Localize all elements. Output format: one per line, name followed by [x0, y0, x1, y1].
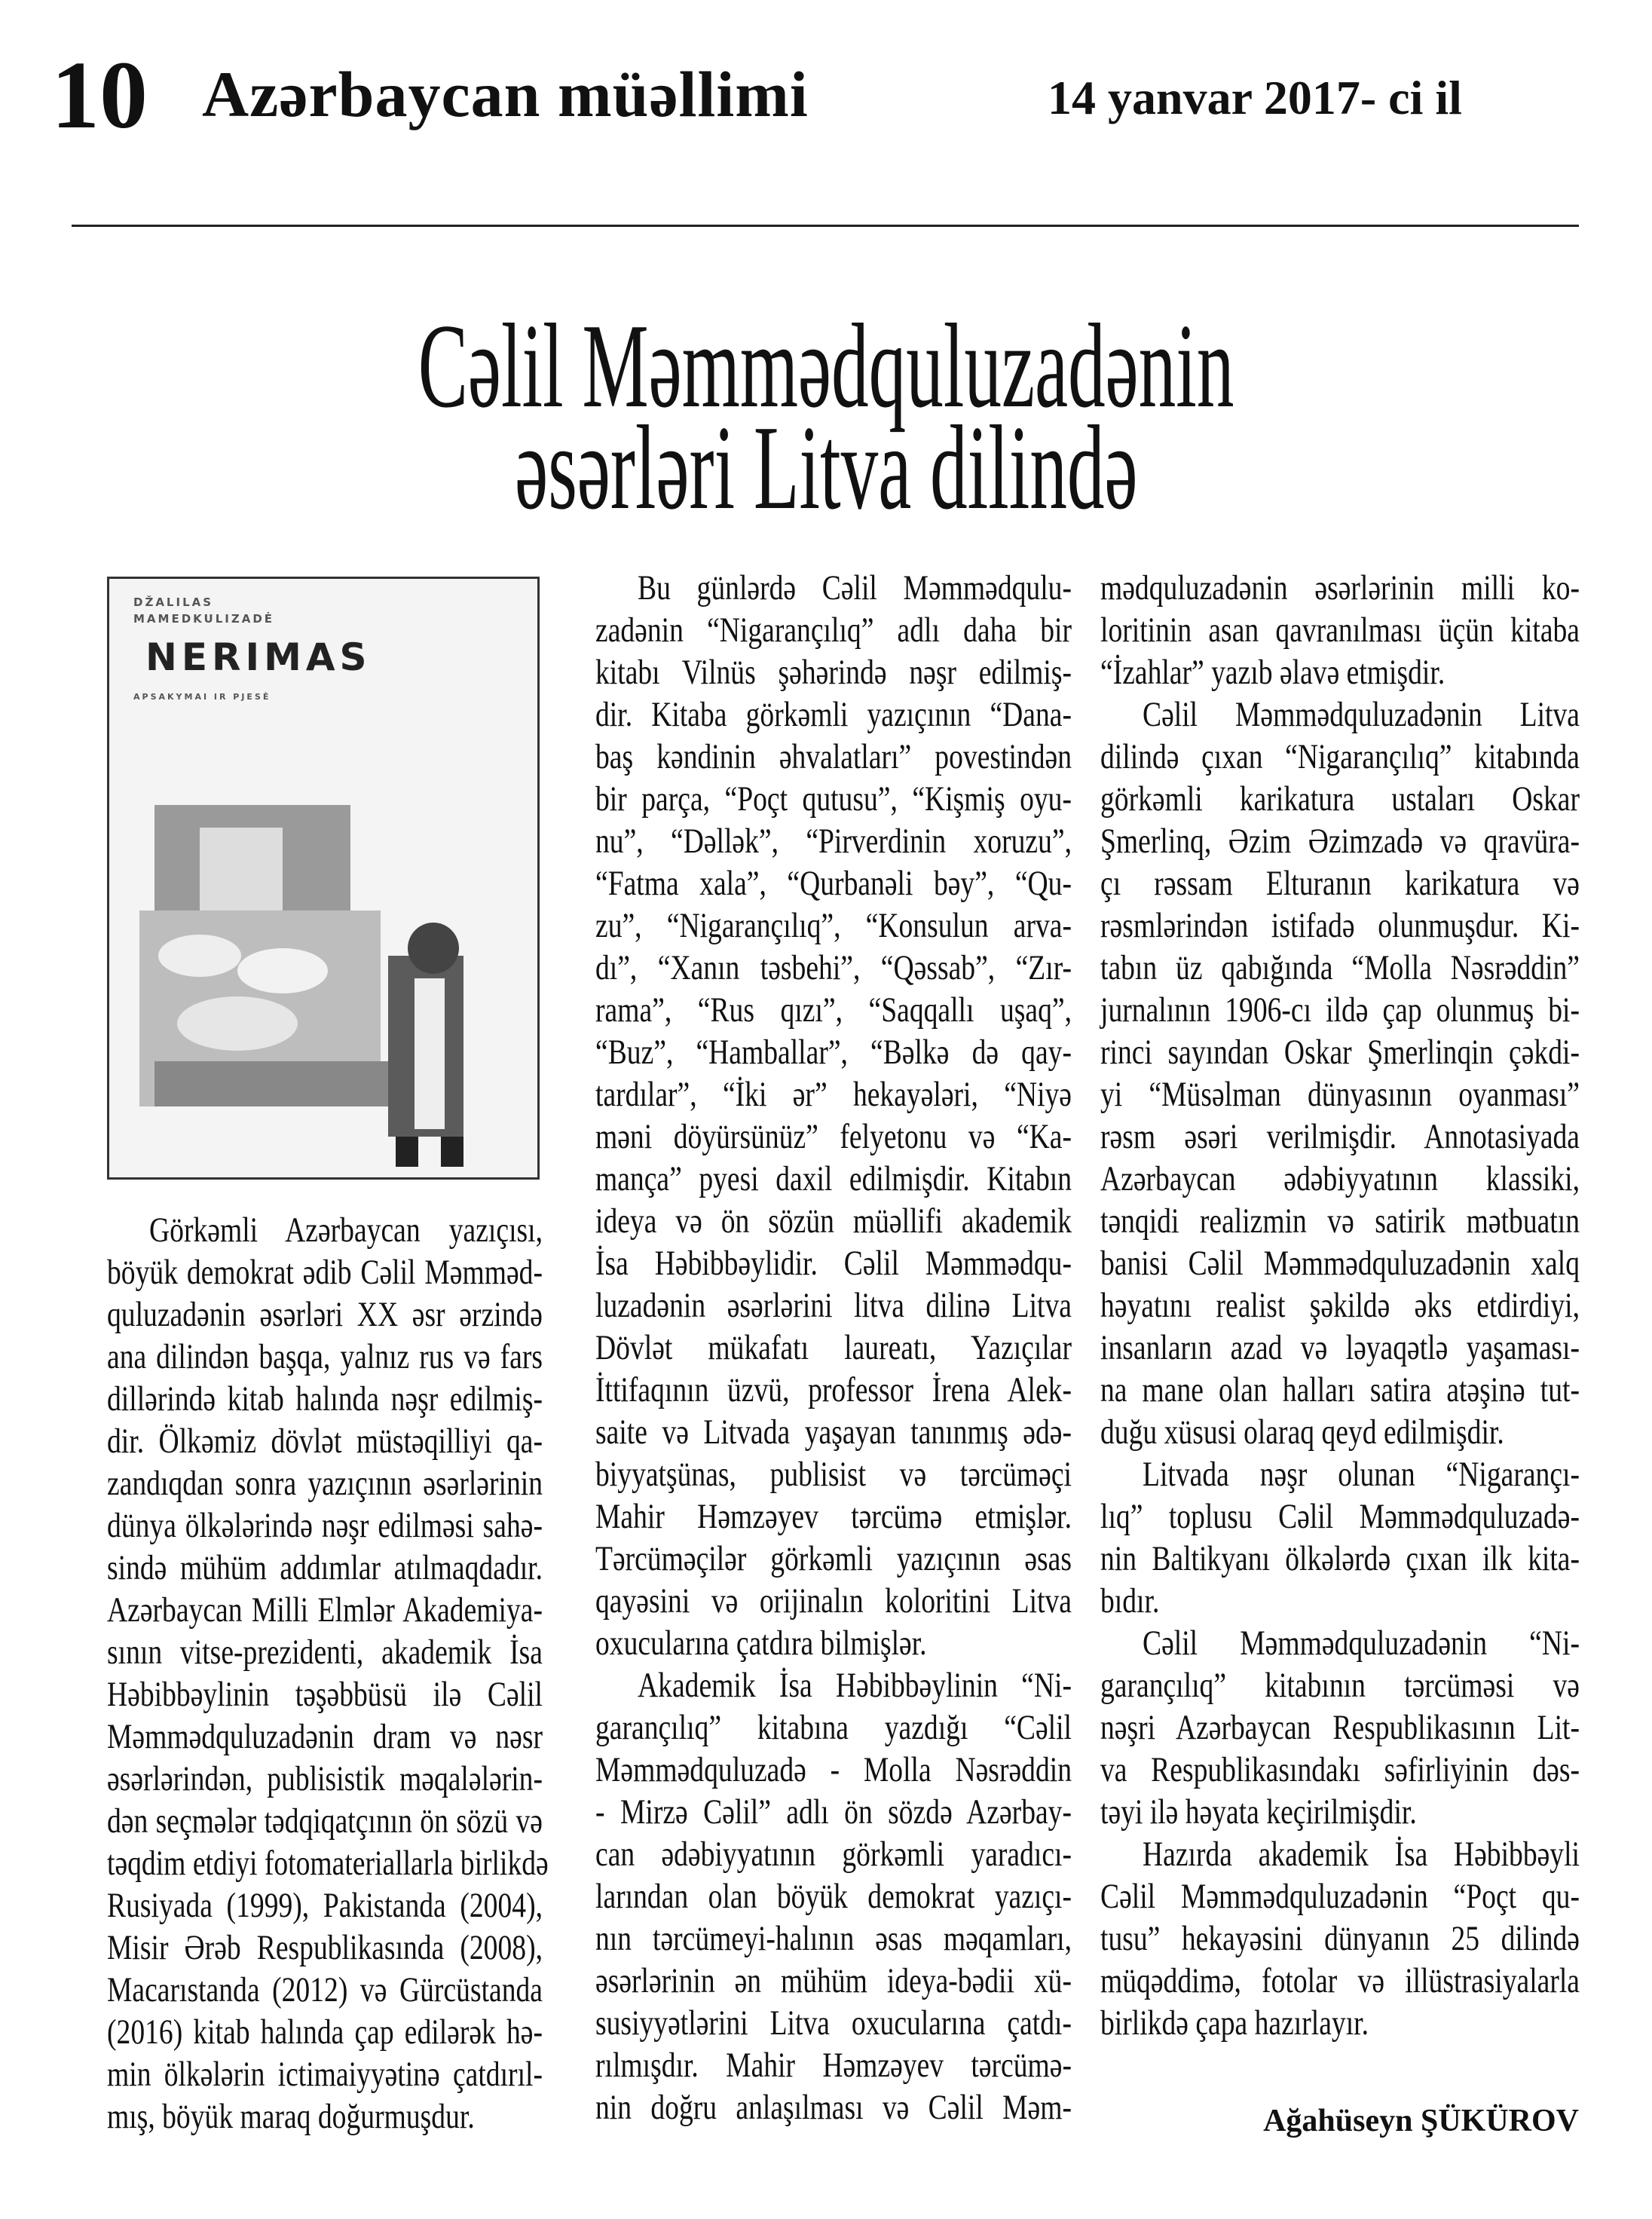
text-line: ana dilindən başqa, yalnız rus və fars — [107, 1337, 543, 1376]
text-line: nu”, “Dəllək”, “Pirverdinin xoruzu”, — [595, 822, 1072, 861]
text-line: banisi Cəlil Məmmədquluzadənin xalq — [1100, 1244, 1580, 1283]
text-line: böyük demokrat ədib Cəlil Məmməd- — [107, 1253, 543, 1292]
text-line: “Fatma xala”, “Qurbanəli bəy”, “Qu- — [595, 864, 1072, 903]
text-line: jurnalının 1906-cı ildə çap olunmuş bi- — [1100, 990, 1580, 1030]
text-line: susiyyətlərini Litva oxucularına çatdı- — [595, 2003, 1072, 2043]
text-line: - Mirzə Cəlil” adlı ön sözdə Azərbay- — [595, 1792, 1072, 1832]
text-line: Rusiyada (1999), Pakistanda (2004), — [107, 1886, 543, 1925]
text-line: min ölkələrin ictimaiyyətinə çatdırıl- — [107, 2055, 543, 2094]
text-line: mədquluzadənin əsərlərinin milli ko- — [1100, 568, 1580, 608]
text-line: oxucularına çatdıra bilmişlər. — [595, 1624, 927, 1663]
text-line: həyatını realist şəkildə əks etdirdiyi, — [1100, 1286, 1580, 1325]
article-column-1 — [107, 1209, 652, 2138]
text-line: Şmerlinq, Əzim Əzimzadə və qravüra- — [1100, 822, 1580, 861]
text-line: Macarıstanda (2012) və Gürcüstanda — [107, 1970, 543, 2009]
cover-subtitle: APSAKYMAI IR PJESĖ — [133, 692, 271, 702]
text-line: dir. Kitaba görkəmli yazıçının “Dana- — [595, 695, 1072, 734]
text-line: Cəlil Məmmədquluzadənin Litva — [1143, 695, 1580, 734]
text-line: larından olan böyük demokrat yazıçı- — [595, 1877, 1072, 1916]
text-line: biyyatşünas, publisist və tərcüməçi — [595, 1455, 1072, 1494]
text-line: nin doğru anlaşılması və Cəlil Məm- — [595, 2088, 1072, 2127]
text-line: quluzadənin əsərləri XX əsr ərzində — [107, 1295, 543, 1334]
text-line: əsərlərindən, publisistik məqalələrin- — [107, 1759, 543, 1798]
text-line: çı rəssam Elturanın karikatura və — [1100, 864, 1580, 903]
text-line: (2016) kitab halında çap edilərək hə- — [107, 2012, 543, 2052]
text-line: Həbibbəylinin təşəbbüsü ilə Cəlil — [107, 1675, 543, 1714]
cover-title: NERIMAS — [145, 635, 372, 679]
text-line: Məmmədquluzadənin dram və nəsr — [107, 1717, 543, 1756]
text-line: rama”, “Rus qızı”, “Saqqallı uşaq”, — [595, 990, 1072, 1030]
text-line: rəsm əsəri verilmişdir. Annotasiyada — [1100, 1117, 1580, 1156]
text-line: nəşri Azərbaycan Respublikasının Lit- — [1100, 1708, 1580, 1747]
text-line: Tərcüməçilər görkəmli yazıçının əsas — [595, 1539, 1072, 1578]
page-number: 10 — [51, 41, 148, 148]
text-line: va Respublikasındakı səfirliyinin dəs- — [1100, 1750, 1580, 1789]
text-line: Görkəmli Azərbaycan yazıçısı, — [149, 1211, 543, 1250]
book-cover-image — [107, 577, 540, 1180]
text-line: garançılıq” kitabına yazdığı “Cəlil — [595, 1708, 1072, 1747]
text-line: tusu” hekayəsini dünyanın 25 dilində — [1100, 1919, 1580, 1958]
text-line: Cəlil Məmmədquluzadənin “Poçt qu- — [1100, 1877, 1580, 1916]
text-line: Məmmədquluzadə - Molla Nəsrəddin — [595, 1750, 1072, 1789]
text-line: duğu xüsusi olaraq qeyd edilmişdir. — [1100, 1413, 1504, 1452]
text-line: can ədəbiyyatının görkəmli yaradıcı- — [595, 1835, 1072, 1874]
text-line: dir. Ölkəmiz dövlət müstəqilliyi qa- — [107, 1422, 543, 1461]
text-line: dilində çıxan “Nigarançılıq” kitabında — [1100, 737, 1580, 776]
text-line: müqəddimə, fotolar və illüstrasiyalarla — [1100, 1961, 1580, 2000]
article-title-line-2: əsərləri Litva dilində — [514, 400, 1138, 534]
text-line: əsərlərinin ən mühüm ideya-bədii xü- — [595, 1961, 1072, 2000]
text-line: zadənin “Nigarançılıq” adlı daha bir — [595, 611, 1072, 650]
text-line: Dövlət mükafatı laureatı, Yazıçılar — [595, 1328, 1072, 1367]
text-line: nin Baltikyanı ölkələrdə çıxan ilk kita- — [1100, 1539, 1580, 1578]
text-line: ideya və ön sözün müəllifi akademik — [595, 1201, 1072, 1241]
text-line: Azərbaycan Milli Elmlər Akademiya- — [107, 1590, 543, 1630]
text-line: məni döyürsünüz” felyetonu və “Ka- — [595, 1117, 1072, 1156]
text-line: dən seçmələr tədqiqatçının ön sözü və — [107, 1801, 543, 1841]
text-line: birlikdə çapa hazırlayır. — [1100, 2003, 1369, 2043]
article-author: Ağahüseyn ŞÜKÜROV — [1263, 2104, 1579, 2138]
text-line: Mahir Həmzəyev tərcümə etmişlər. — [595, 1497, 1072, 1536]
text-line: “İzahlar” yazıb əlavə etmişdir. — [1100, 653, 1446, 692]
text-line: lıq” toplusu Cəlil Məmmədquluzadə- — [1100, 1497, 1580, 1536]
text-line: qayəsini və orijinalın koloritini Litva — [595, 1581, 1072, 1621]
text-line: zandıqdan sonra yazıçının əsərlərinin — [107, 1464, 543, 1503]
text-line: Hazırda akademik İsa Həbibbəyli — [1143, 1835, 1580, 1874]
cover-author-line1: DŽALILAS — [133, 595, 214, 609]
text-line: rılmışdır. Mahir Həmzəyev tərcümə- — [595, 2046, 1072, 2085]
text-line: loritinin asan qavranılması üçün kitaba — [1100, 611, 1580, 650]
text-line: Akademik İsa Həbibbəylinin “Ni- — [638, 1666, 1072, 1705]
text-line: mış, böyük maraq doğurmuşdur. — [107, 2097, 475, 2136]
text-line: “Buz”, “Hamballar”, “Bəlkə də qay- — [595, 1033, 1072, 1072]
text-line: rəsmlərindən istifadə olunmuşdur. Ki- — [1100, 906, 1580, 945]
text-line: sində mühüm addımlar atılmaqdadır. — [107, 1548, 543, 1587]
header-divider — [72, 225, 1579, 227]
text-line: dünya ölkələrində nəşr edilməsi sahə- — [107, 1506, 543, 1545]
text-line: Bu günlərdə Cəlil Məmmədqulu- — [638, 568, 1072, 608]
text-line: bıdır. — [1100, 1581, 1160, 1621]
text-line: tardılar”, “İki ər” hekayələri, “Niyə — [595, 1075, 1072, 1114]
text-line: mança” pyesi daxil edilmişdir. Kitabın — [595, 1159, 1072, 1198]
text-line: sının vitse-prezidenti, akademik İsa — [107, 1633, 543, 1672]
text-line: dı”, “Xanın təsbehi”, “Qəssab”, “Zır- — [595, 948, 1072, 987]
article-title-line-1: Cəlil Məmmədquluzadənin — [418, 298, 1234, 433]
text-line: garançılıq” kitabının tərcüməsi və — [1100, 1666, 1580, 1705]
text-line: tənqidi realizmin və satirik mətbuatın — [1100, 1201, 1580, 1241]
newspaper-name: Azərbaycan müəllimi — [202, 58, 809, 130]
cover-illustration — [109, 579, 540, 1180]
text-line: təqdim etdiyi fotomateriallarla birlikdə — [107, 1844, 549, 1883]
text-line: Azərbaycan ədəbiyyatının klassiki, — [1100, 1159, 1580, 1198]
text-line: İttifaqının üzvü, professor İrena Alek- — [595, 1370, 1072, 1409]
text-line: luzadənin əsərlərini litva dilinə Litva — [595, 1286, 1072, 1325]
text-line: bir parça, “Poçt qutusu”, “Kişmiş oyu- — [595, 779, 1072, 819]
text-line: kitabı Vilnüs şəhərində nəşr edilmiş- — [595, 653, 1072, 692]
text-line: təyi ilə həyata keçirilmişdir. — [1100, 1792, 1417, 1832]
text-line: dillərində kitab halında nəşr edilmiş- — [107, 1379, 543, 1419]
text-line: yi “Müsəlman dünyasının oyanması” — [1100, 1075, 1580, 1114]
text-line: insanların azad və ləyaqətlə yaşaması- — [1100, 1328, 1580, 1367]
text-line: Misir Ərəb Respublikasında (2008), — [107, 1928, 543, 1967]
text-line: Cəlil Məmmədquluzadənin “Ni- — [1143, 1624, 1580, 1663]
issue-date: 14 yanvar 2017- ci il — [1048, 71, 1462, 124]
article-column-3 — [1100, 567, 1652, 2044]
text-line: saite və Litvada yaşayan tanınmış ədə- — [595, 1413, 1072, 1452]
text-line: tabın üz qabığında “Molla Nəsrəddin” — [1100, 948, 1580, 987]
text-line: na mane olan halları satira atəşinə tut- — [1100, 1370, 1580, 1409]
text-line: zu”, “Nigarançılıq”, “Konsulun arva- — [595, 906, 1072, 945]
text-line: nın tərcümeyi-halının əsas məqamları, — [595, 1919, 1072, 1958]
text-line: Litvada nəşr olunan “Nigarançı- — [1143, 1455, 1580, 1494]
text-line: baş kəndinin əhvalatları” povestindən — [595, 737, 1072, 776]
text-line: görkəmli karikatura ustaları Oskar — [1100, 779, 1580, 819]
text-line: rinci sayından Oskar Şmerlinqin çəkdi- — [1100, 1033, 1580, 1072]
text-line: İsa Həbibbəylidir. Cəlil Məmmədqu- — [595, 1244, 1072, 1283]
cover-author-line2: MAMEDKULIZADĖ — [133, 612, 275, 626]
